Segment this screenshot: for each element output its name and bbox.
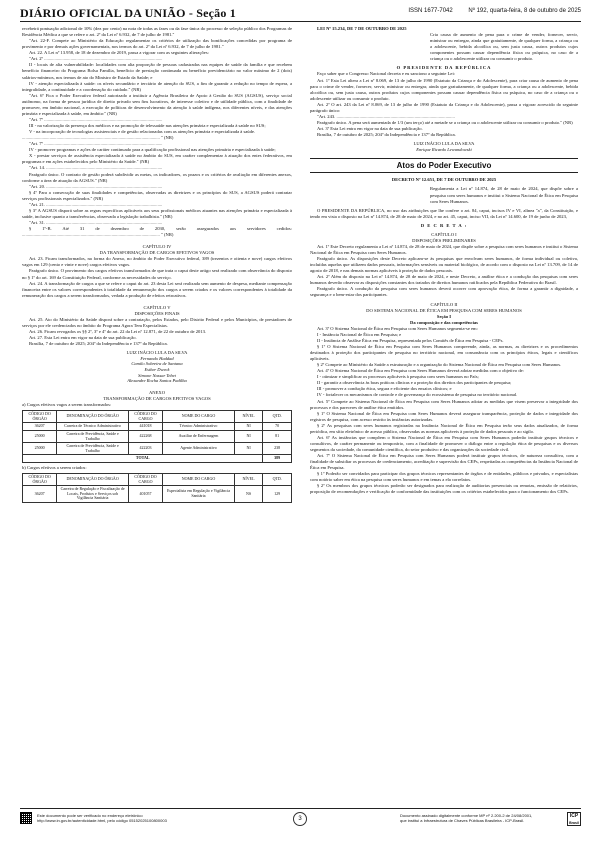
col-header: NÍVEL <box>234 411 263 423</box>
col-header: DENOMINAÇÃO DO ÓRGÃO <box>57 473 129 485</box>
col-header: NÍVEL <box>234 473 263 485</box>
paragraph: § 2º Os membros dos grupos técnicos poderão ser designados para realização de auditorias presenciais ou remotas, emissão de relatórios, proposição de recomendações e verificação de conformidade das instituições com os critérios estabelecidos para o funcionamento dos CEPs. <box>310 483 578 495</box>
verification-url[interactable]: http://www.in.gov.br/autenticidade.html, pelo código 05152025100800003 <box>37 818 167 824</box>
table-a-caption: a) Cargos efetivos vagos a serem transformados: <box>22 402 112 408</box>
paragraph: Parágrafo único. A pena será aumentada de 1/3 (um terço) até a metade se a criança ou o adolescente utilizar ou consumir o produto." (NR) <box>317 119 573 125</box>
paragraph: II - locais de alta vulnerabilidade: localidades com alta proporção de pessoas cadastradas nas equipes de saúde da família e que recebem benefício financeiro do Programa Bolsa Família, benefício de prestação continuada ou benefício previdenciário no valor máximo de 2 (dois) salários-mínimos, nos termos de ato do Ministro de Estado da Saúde; e <box>22 62 292 80</box>
table-row <box>23 486 292 503</box>
table-total-row <box>23 455 292 463</box>
decree-title: DECRETO Nº 12.651, DE 7 DE OUTUBRO DE 2025 <box>391 177 497 183</box>
table-cell: 70 <box>263 423 292 431</box>
chapter-title: DISPOSIÇÕES FINAIS <box>134 310 180 316</box>
table-cell: 36207 <box>23 486 57 503</box>
col-header: CÓDIGO DO ÓRGÃO <box>23 473 57 485</box>
paragraph: V - na incorporação de tecnologias assistenciais e de gestão relacionadas com as atenções primária e especializada à saúde. <box>29 129 256 135</box>
paragraph: II - garantir a observância às boas práticas clínicas e a proteção dos direitos dos participantes de pesquisa; <box>317 380 512 386</box>
signature-minister: Fernando Haddad <box>140 355 174 361</box>
page-footer <box>20 812 581 836</box>
paragraph: Parágrafo único. As disposições deste Decreto aplicam-se às pesquisas que envolvam seres humanos, de forma individual ou coletiva, incluídas aquelas que utilizem dados pessoais, informações sensíveis ou material biológico, de acordo com o disposto na Lei nº 13.709, de 14 de agosto de 2018, e nas demais normas aplicáveis à proteção de dados pessoais. <box>310 256 578 274</box>
paragraph: Faço saber que o Congresso Nacional decreta e eu sanciono a seguinte Lei: <box>317 71 456 77</box>
paragraph: Art. 1º Este Decreto regulamenta a Lei nº 14.874, de 28 de maio de 2024, que dispõe sobre a pesquisa com seres humanos e institui o Sistema Nacional de Ética em Pesquisa com Seres Humanos. <box>310 243 578 255</box>
col-header: CÓDIGO DO CARGO <box>128 411 162 423</box>
paragraph: IV - fortalecer os mecanismos de controle e de governança do ecossistema de pesquisa no território nacional. <box>317 392 518 398</box>
signature-minister: Esther Dweck <box>144 367 170 373</box>
annex-title: TRANSFORMAÇÃO DE CARGOS EFETIVOS VAGOS <box>103 396 211 401</box>
annex-heading: ANEXO <box>148 389 166 395</box>
table-cell: 238 <box>263 443 292 455</box>
law-ementa: Cria causa de aumento de pena para o crime de vender, fornecer, servir, ministrar ou entregar, ainda que gratuitamente, de qualquer forma, a criança ou a adolescente, bebida alcoólica ou, sem justa causa, outros produtos cujos componentes possam causar dependência física ou psíquica, no caso de a criança ou o adolescente utilizar ou consumir o produto. <box>430 32 578 62</box>
table-cell: Técnico Administrativo <box>163 423 235 431</box>
paragraph: Art. 5º Compete ao Sistema Nacional de Ética em Pesquisa com Seres Humanos adotar as medidas que visem preservar a integridade dos processos e dos pareceres de análise ética emitidos. <box>310 398 578 410</box>
paragraph: Parágrafo único. A condução da pesquisa com seres humanos deverá ocorrer com aprovação ética, de forma a garantir a dignidade, a segurança e o bem-estar dos participantes. <box>310 286 578 298</box>
table-positions-transformed <box>22 410 292 463</box>
verification-text: Este documento pode ser verificado no endereço eletrônico <box>37 813 143 818</box>
chapter-title: DO SISTEMA NACIONAL DE ÉTICA EM PESQUISA COM SERES HUMANOS <box>366 307 522 313</box>
table-cell: 129 <box>263 486 292 503</box>
col-header: NOME DO CARGO <box>163 473 235 485</box>
decreta-heading: D E C R E T A : <box>420 222 468 228</box>
paragraph: "Art. 243. ....................................................................................................... <box>317 113 455 119</box>
signature-text: Documento assinado digitalmente conforme MP nº 2.200-2 de 24/08/2001, <box>400 813 533 818</box>
table-header-row <box>23 473 292 485</box>
table-cell: Carreira de Previdência, Saúde e Trabalho <box>57 443 129 455</box>
icp-brasil-logo <box>567 812 581 826</box>
left-column <box>22 26 292 796</box>
paragraph: "Art. 7º ....................................................................................................... <box>29 141 163 147</box>
paragraph: § 1º O Sistema Nacional de Ética em Pesquisa com Seres Humanos compreende, ainda, as normas, as diretrizes e os procedimentos destinados à proteção dos participantes de pesquisa no território nacional, em consonância com os princípios éticos, legais e científicos aplicáveis. <box>310 343 578 362</box>
paragraph: Parágrafo único. O contrato de gestão poderá subdividir as metas, os indicadores, os prazos e os critérios de avaliação em diferentes anexos, conforme a área de atuação da AGSUS." (NR) <box>22 171 292 183</box>
table-cell: NI <box>234 423 263 431</box>
paragraph: Art. 3º O Sistema Nacional de Ética em Pesquisa com Seres Humanos segmenta-se em: <box>317 325 478 331</box>
verification-note <box>37 813 167 824</box>
journal-title: DIÁRIO OFICIAL DA UNIÃO - Seção 1 <box>20 6 236 20</box>
table-cell: Carreira de Previdência, Saúde e Trabalho <box>57 430 129 442</box>
edition-info: Nº 192, quarta-feira, 8 de outubro de 2025 <box>468 8 581 14</box>
paragraph: Parágrafo único. O provimento dos cargos efetivos transformados de que trata o caput deste artigo será realizado com observância do disposto no § 1º do art. 169 da Constituição Federal, conforme as necessidades do serviço. <box>22 268 292 280</box>
chapter-heading: CAPÍTULO I <box>431 231 457 237</box>
paragraph: Art. 24. A transformação de cargos a que se refere o caput do art. 23 desta Lei será realizada sem aumento de despesa, mediante compensação financeira entre os valores correspondentes à totalidade da remuneração dos cargos a serem criados e os valores correspondentes à totalidade da remuneração dos cargos a serem transformados, vedada a produção de efeitos retroativos. <box>22 280 292 298</box>
table-cell: NI <box>234 443 263 455</box>
paragraph: Art. 6º As instâncias que compõem o Sistema Nacional de Ética em Pesquisa com Seres Humanos poderão instituir grupos técnicos e consultivos, de caráter permanente ou temporário, com a finalidade de promover o diálogo entre a regulação ética de pesquisas e os diversos segmentos da sociedade, da comunidade científica, do setor produtivo e das organizações da sociedade civil. <box>310 434 578 452</box>
paragraph: § 1º-B. Até 31 de dezembro de 2030, serão assegurados aos servidores cedidos: ........................................................................................................................ " (NR) <box>22 226 292 238</box>
paragraph: § 2º Compete ao Ministério da Saúde a estruturação e a organização do Sistema Nacional de Ética em Pesquisa com Seres Humanos. <box>317 362 562 368</box>
table-cell: 81 <box>263 430 292 442</box>
signature-minister: Enrique Ricardo Lewandowski <box>416 146 472 152</box>
table-row <box>23 423 292 431</box>
paragraph: Art. 22. A Lei nº 13.958, de 18 de dezembro de 2019, passa a vigorar com as seguintes alterações: <box>29 50 209 56</box>
chapter-heading: CAPÍTULO V <box>143 304 171 310</box>
paragraph: Art. 27. Esta Lei entra em vigor na data de sua publicação. <box>29 335 137 341</box>
paragraph: III - na valorização da presença dos médicos e na promoção de telessaúde nas atenções primária e especializada à saúde no SUS; <box>29 123 266 128</box>
paragraph: "Art. 14. ..................................................................................................... <box>29 165 163 171</box>
section-title: Da composição e das competências <box>410 319 478 325</box>
table-cell: Auxiliar de Enfermagem <box>163 430 235 442</box>
chapter-heading: CAPÍTULO II <box>430 301 458 307</box>
qr-code-icon <box>20 812 32 824</box>
header-meta <box>408 8 581 14</box>
paragraph: § 3º A AGSUS disporá sobre as regras específicas aplicáveis aos seus profissionais médicos atuantes nas atenções primária e especializada à saúde, inclusive quanto a transferências, observada a legislação trabalhista." (NR) <box>22 207 292 219</box>
paragraph: IV - atenção especializada à saúde: os níveis secundário e terciário de atenção do SUS, a fim de garantir a redução no tempo de espera, a integralidade, a continuidade e a coordenação do cuidado." (NR) <box>22 80 292 92</box>
paragraph: § 4º Para a consecução de suas finalidades e competências, observadas as diretrizes e os princípios do SUS, a AGSUS poderá contratar serviços profissionais especializados." (NR) <box>22 189 292 201</box>
paragraph: III - promover a condução ética, segura e eficiente dos ensaios clínicos; e <box>317 386 452 392</box>
paragraph: "Art. 20. ..................................................................................................... <box>29 183 163 189</box>
paragraph: "Art. 7º ....................................................................................................... <box>29 116 163 122</box>
signature-minister: Simone Nassar Tebet <box>138 372 176 378</box>
section-heading: Atos do Poder Executivo <box>310 158 578 173</box>
table-cell: Agente Administrativo <box>163 443 235 455</box>
right-column <box>310 26 578 796</box>
footer-divider <box>20 808 581 809</box>
table-b-caption: b) Cargos efetivos a serem criados: <box>22 464 87 470</box>
signature-minister: Camilo Sobreira de Santana <box>131 361 183 367</box>
paragraph: O PRESIDENTE DA REPÚBLICA, no uso das atribuições que lhe confere o art. 84, caput, incisos IV e VI, alínea "a", da Constituição, e tendo em vista o disposto na Lei nº 14.874, de 28 de maio de 2024, e no art. 45, caput, inciso VII, da Lei nº 14.600, de 19 de junho de 2023, <box>310 207 578 219</box>
col-header: QTD. <box>263 473 292 485</box>
chapter-title: DISPOSIÇÕES PRELIMINARES <box>412 237 476 243</box>
paragraph: Art. 26. Ficam revogados os §§ 2º, 3º e 4º do art. 22 da Lei nº 12.871, de 22 de outubro de 2013. <box>29 329 207 334</box>
logo-text: ICP <box>569 813 579 819</box>
signature-president: LUIZ INÁCIO LULA DA SILVA <box>413 141 475 147</box>
paragraph: "Art. 22-F. Compete ao Ministério da Educação regulamentar os critérios de utilização das bonificações concedidas por programa de provimento e por demais ações governamentais, nos termos do art. 2º da Lei nº 6.932, de 7 de julho de 1981." <box>22 38 292 50</box>
paragraph: Art. 1º Esta Lei altera a Lei nº 8.069, de 13 de julho de 1990 (Estatuto da Criança e do Adolescente), para criar causa de aumento de pena para o crime de vender, fornecer, servir, ministrar ou entregar, ainda que gratuitamente, de qualquer forma, a criança ou a adolescente, bebida alcoólica ou, sem justa causa, outros produtos cujos componentes possam causar dependência física ou psíquica, no caso de a criança ou o adolescente utilizar ou consumir o produto. <box>310 77 578 101</box>
paragraph: II - Instância de Análise Ética em Pesquisa, representada pelos Comitês de Ética em Pesquisa - CEPs. <box>317 337 504 343</box>
law-title: LEI Nº 15.234, DE 7 DE OUTUBRO DE 2025 <box>317 26 407 31</box>
paragraph: Art. 2º O art. 243 da Lei nº 8.069, de 13 de julho de 1990 (Estatuto da Criança e do Adolescente), passa a vigorar acrescido do seguinte parágrafo único: <box>310 101 578 113</box>
signature-minister: Alexandre Rocha Santos Padilha <box>127 378 187 384</box>
paragraph: § 2º As pesquisas com seres humanos registradas na Instância Nacional de Ética em Pesquisa terão seus dados atualizados, de forma periódica, em sítio eletrônico de acesso público, observadas as normas aplicáveis à proteção de dados pessoais e ao sigilo. <box>310 422 578 434</box>
table-cell: 25000 <box>23 443 57 455</box>
paragraph: "Art. 2º ....................................................................................................... <box>29 56 163 62</box>
president-heading: O PRESIDENTE DA REPÚBLICA <box>396 65 492 71</box>
paragraph: "Art. 21. ..................................................................................................... <box>29 201 163 207</box>
table-cell: 441018 <box>128 423 162 431</box>
signature-note <box>400 813 532 824</box>
chapter-title: DA TRANSFORMAÇÃO DE CARGOS EFETIVOS VAGOS <box>99 250 215 256</box>
table-cell: 422268 <box>128 430 162 442</box>
paragraph: Art. 4º O Sistema Nacional de Ética em Pesquisa com Seres Humanos deverá adotar medidas com o objetivo de: <box>317 368 524 374</box>
paragraph: Brasília, 7 de outubro de 2025; 204º da Independência e 137º da República. <box>317 132 456 138</box>
table-row <box>23 430 292 442</box>
col-header: DENOMINAÇÃO DO ÓRGÃO <box>57 411 129 423</box>
col-header: CÓDIGO DO ÓRGÃO <box>23 411 57 423</box>
logo-text: Brasil <box>569 821 579 825</box>
paragraph: X - prestar serviços de assistência especializada à saúde no âmbito do SUS, em caráter complementar à atuação dos entes federativos, em programas e em ações estabelecidos pelo Ministério da Saúde." (NR) <box>22 153 292 165</box>
issn: ISSN 1677-7042 <box>408 8 453 14</box>
table-cell: Carreira de Técnico Administrativo <box>57 423 129 431</box>
table-cell: 36207 <box>23 423 57 431</box>
paragraph: § 1º Poderão ser convidados para participar dos grupos técnicos representantes de órgãos e de entidades, públicos e privados, e especialistas com notório saber em ética na pesquisa com seres humanos e em temas a ela correlatos. <box>310 471 578 483</box>
total-label: TOTAL <box>23 455 263 463</box>
paragraph: "Art. 31. ..................................................................................................... <box>29 220 163 225</box>
decree-ementa: Regulamenta a Lei nº 14.874, de 28 de maio de 2024, que dispõe sobre a pesquisa com seres humanos e institui o Sistema Nacional de Ética em Pesquisa com Seres Humanos. <box>430 186 578 204</box>
page-number: 3 <box>293 812 307 826</box>
section-number: Seção I <box>436 313 452 319</box>
paragraph: Art. 3º Esta Lei entra em vigor na data de sua publicação. <box>317 126 423 131</box>
table-cell: Especialista em Regulação e Vigilância Sanitária <box>163 486 235 503</box>
col-header: QTD. <box>263 411 292 423</box>
header-divider <box>20 21 581 22</box>
signature-president: LUIZ INÁCIO LULA DA SILVA <box>126 350 188 356</box>
col-header: NOME DO CARGO <box>163 411 235 423</box>
page-header <box>20 6 581 20</box>
total-value: 389 <box>263 455 292 463</box>
paragraph: Art. 25. Ato do Ministério da Saúde disporá sobre a contratação, pelos Estados, pelo Distrito Federal e pelos Municípios, de prestadores de serviços por ele credenciados no âmbito do Programa Agora Tem Especialistas. <box>22 316 292 328</box>
table-positions-created <box>22 473 292 503</box>
table-cell: 401057 <box>128 486 162 503</box>
paragraph: IV - promover programas e ações de caráter continuado para a qualificação profissional nas atenções primária e especializada à saúde; <box>29 147 276 153</box>
paragraph: I - Instância Nacional de Ética em Pesquisa; e <box>317 331 402 337</box>
paragraph: § 1º O Sistema Nacional de Ética em Pesquisa com Seres Humanos deverá assegurar transparência, proteção de dados e integridade dos registros de pesquisa, com acesso restrito às instâncias autorizadas. <box>310 410 578 422</box>
paragraph: Brasília, 7 de outubro de 2025; 204º da Independência e 137º da República. <box>29 341 168 347</box>
paragraph: Art. 7º O Sistema Nacional de Ética em Pesquisa com Seres Humanos poderá instituir grupos técnicos, de natureza consultiva, com a finalidade de subsidiar os processos de credenciamento, acreditação e supervisão dos CEPs, respeitadas as competências da Instância Nacional de Ética em Pesquisa. <box>310 453 578 471</box>
table-header-row <box>23 411 292 423</box>
paragraph: I - otimizar e simplificar os processos aplicáveis à pesquisa com seres humanos no País; <box>317 374 479 380</box>
paragraph: recebeirá pontuação adicional de 10% (dez por cento) na nota de todas as fases ou da fase única do processo de seleção público dos Programas de Residência Médica a que se refere o art. 2º da Lei nº 6.932, de 7 de julho de 1981." <box>22 26 292 38</box>
paragraph: "Art. 6º Fica o Poder Executivo federal autorizado a instituir a Agência Brasileira de Apoio à Gestão do SUS (AGSUS), serviço social autônomo, na forma de pessoa jurídica de direito privado sem fins lucrativos, de interesse coletivo e de utilidade pública, com a finalidade de promover, em âmbito nacional, a execução de políticas de desenvolvimento da atenção à saúde indígena, nos diferentes níveis, e das atenções primária e especializada à saúde, em âmbito:" (NR) <box>22 92 292 116</box>
table-row <box>23 443 292 455</box>
paragraph: Art. 23. Ficam transformados, na forma do Anexo, no âmbito do Poder Executivo federal, 389 (trezentos e oitenta e nove) cargos efetivos vagos em 129 (cento e vinte e nove) cargos efetivos vagos. <box>22 256 292 268</box>
table-cell: 422203 <box>128 443 162 455</box>
signature-text: que institui a Infraestrutura de Chaves Públicas Brasileira - ICP-Brasil. <box>400 818 525 824</box>
table-cell: 25000 <box>23 430 57 442</box>
table-cell: NS <box>234 486 263 503</box>
table-cell: Carreira de Regulação e Fiscalização de Locais, Produtos e Serviços sob Vigilância Sanitária <box>57 486 129 503</box>
table-cell: NI <box>234 430 263 442</box>
paragraph: ........................................................................................................................ " (NR) <box>22 135 174 141</box>
paragraph: Art. 2º Além do disposto na Lei nº 14.874, de 28 de maio de 2024, e neste Decreto, a análise ética e a condução das pesquisas com seres humanos deverão observar as disposições constantes dos tratados de direitos humanos ratificados pela República Federativa do Brasil. <box>310 274 578 286</box>
chapter-heading: CAPÍTULO IV <box>142 244 172 250</box>
col-header: CÓDIGO DO CARGO <box>128 473 162 485</box>
